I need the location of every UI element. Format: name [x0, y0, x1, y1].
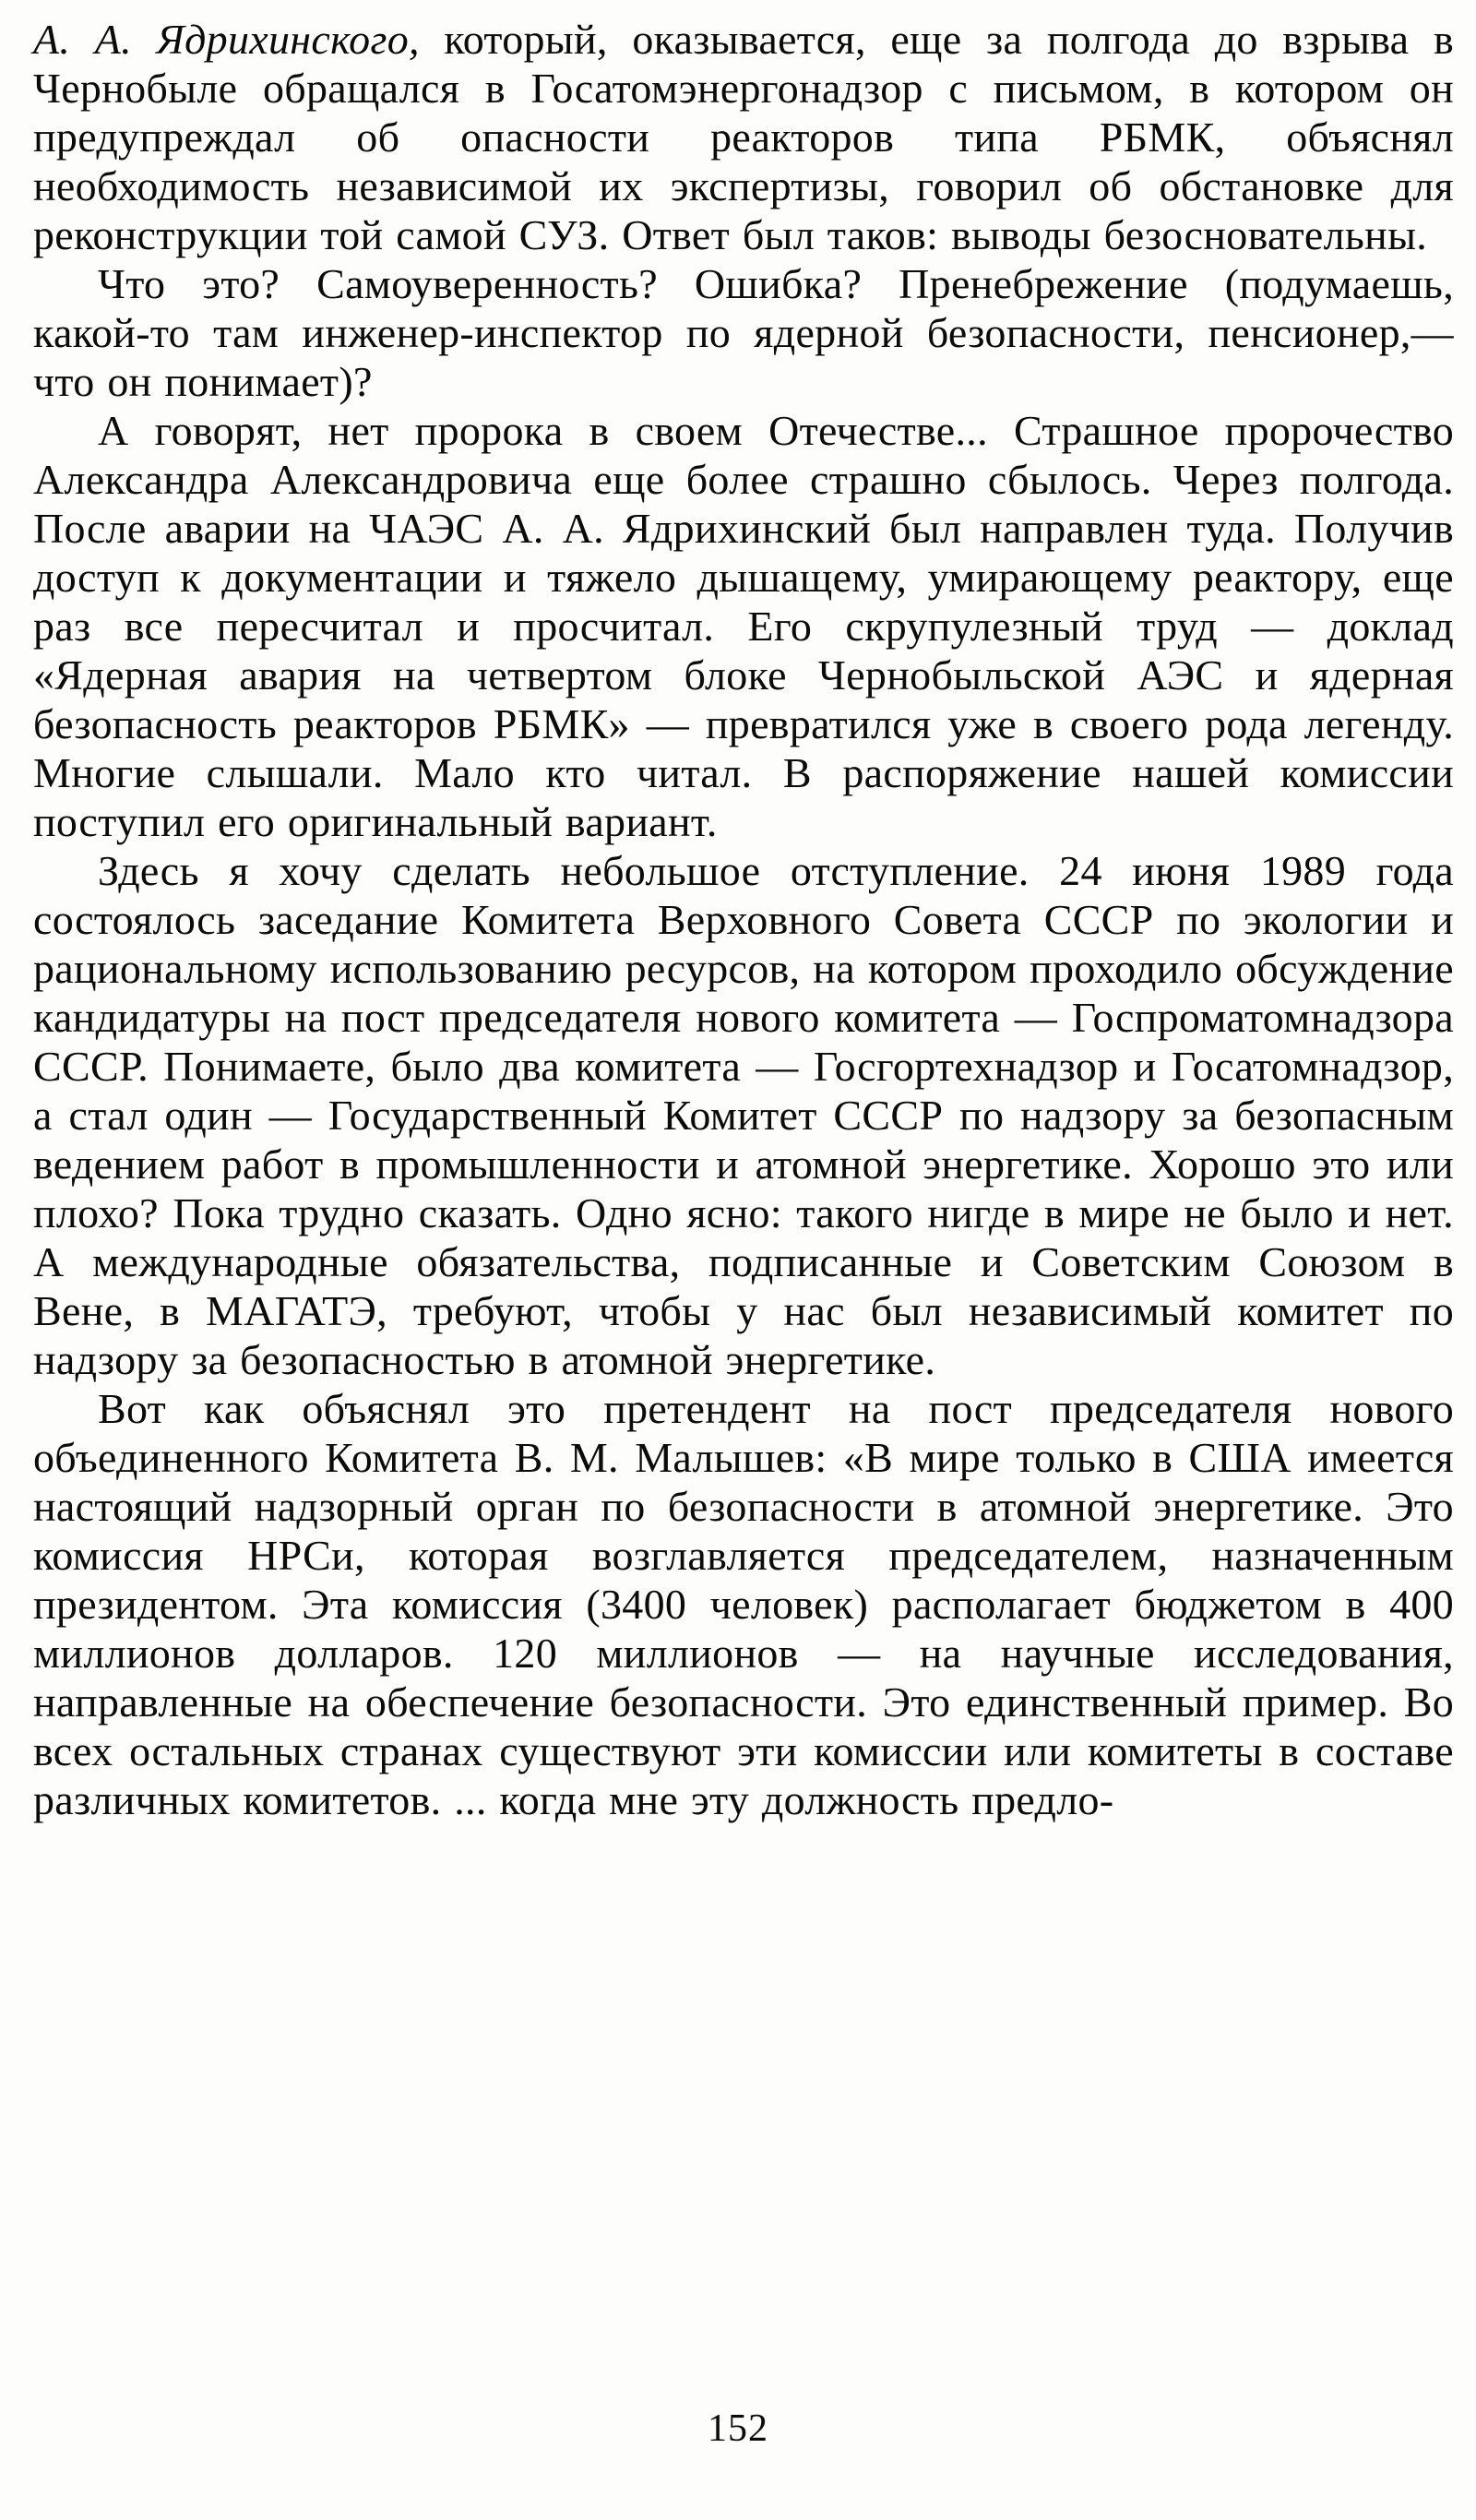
paragraph: Что это? Самоуверенность? Ошибка? Пренебрежение (подумаешь, какой-то там инженер-инспектор по ядерной безопасности, пенсионер,— что он понимает)? — [33, 260, 1454, 405]
paragraph: Вот как объяснял это претендент на пост председателя нового объединенного Комитета В. М. Малышев: «В мире только в США имеется настоящий надзорный орган по безопасности в атомной энергетике. Это комиссия НРСи, которая возглавляется председателем, назначенным президентом. Эта комиссия (3400 человек) располагает бюджетом в 400 миллионов долларов. 120 миллионов — на научные исследования, направленные на обеспечение безопасности. Это единственный пример. Во всех остальных странах существуют эти комиссии или комитеты в составе различных комитетов. ... когда мне эту должность предло- — [33, 1385, 1454, 1823]
italic-lead: А. А. Ядрихинского, — [33, 16, 420, 63]
paragraph — [33, 15, 1454, 259]
page-number: 152 — [708, 2407, 768, 2450]
paragraph-text: который, оказывается, еще за полгода до взрыва в Чернобыле обращался в Госатомэнергонадзор с письмом, в котором он предупреждал об опасности реакторов типа РБМК, объяснял необходимость независимой их экспертизы, говорил об обстановке для реконструкции той самой СУЗ. Ответ был таков: выводы безосновательны. — [33, 16, 1455, 258]
paragraph: Здесь я хочу сделать небольшое отступление. 24 июня 1989 года состоялось заседание Комитета Верховного Совета СССР по экологии и рациональному использованию ресурсов, на котором проходило обсуждение кандидатуры на пост председателя нового комитета — Госпроматомнадзора СССР. Понимаете, было два комитета — Госгортехнадзор и Госатомнадзор, а стал один — Государственный Комитет СССР по надзору за безопасным ведением работ в промышленности и атомной энергетике. Хорошо это или плохо? Пока трудно сказать. Одно ясно: такого нигде в мире не было и нет. А международные обязательства, подписанные и Советским Союзом в Вене, в МАГАТЭ, требуют, чтобы у нас был независимый комитет по надзору за безопасностью в атомной энергетике. — [33, 847, 1454, 1383]
page-text — [33, 15, 1454, 1824]
paragraph: А говорят, нет пророка в своем Отечестве... Страшное пророчество Александра Александровича еще более страшно сбылось. Через полгода. После аварии на ЧАЭС А. А. Ядрихинский был направлен туда. Получив доступ к документации и тяжело дышащему, умирающему реактору, еще раз все пересчитал и просчитал. Его скрупулезный труд — доклад «Ядерная авария на четвертом блоке Чернобыльской АЭС и ядерная безопасность реакторов РБМК» — превратился уже в своего рода легенду. Многие слышали. Мало кто читал. В распоряжение нашей комиссии поступил его оригинальный вариант. — [33, 407, 1454, 845]
